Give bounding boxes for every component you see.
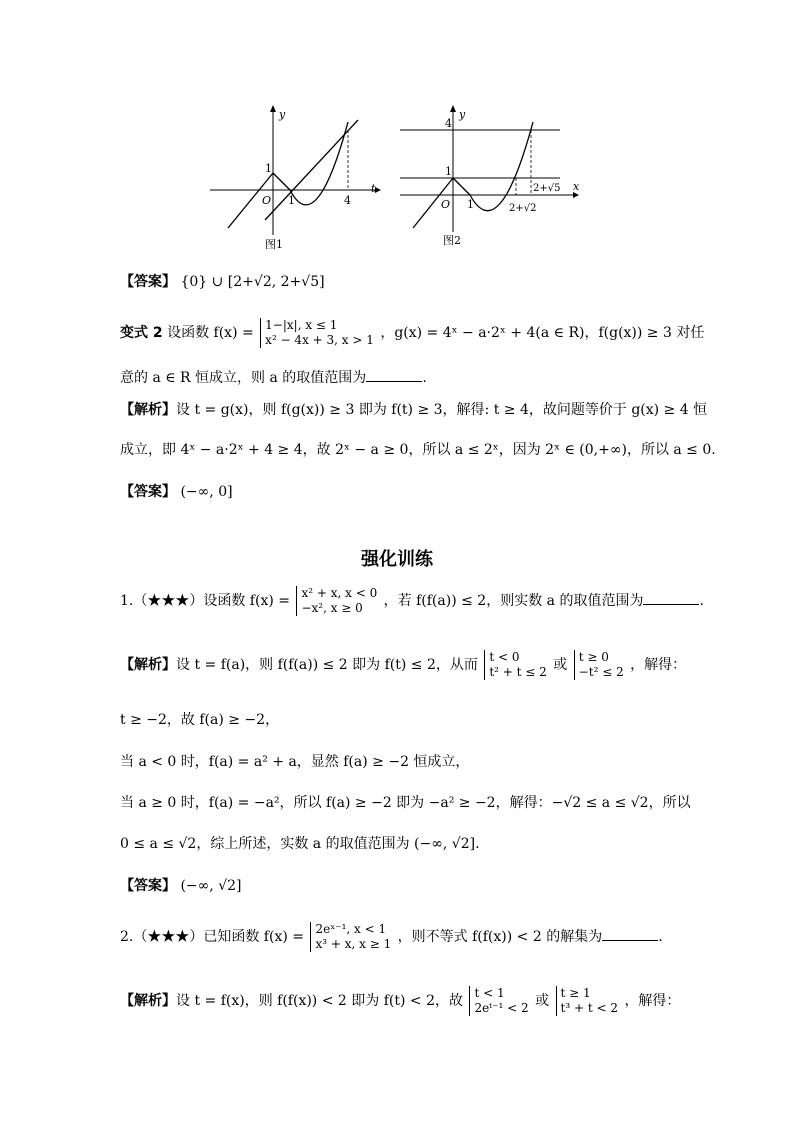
solution-p1-line3 — [120, 752, 469, 772]
answer-blank — [366, 367, 422, 382]
problem-1 — [120, 586, 704, 616]
piecewise-brace — [260, 318, 374, 348]
problem-2 — [120, 922, 663, 952]
fig1-line-right — [273, 173, 290, 190]
piecewise-brace — [310, 922, 391, 952]
fig2-y-label: y — [459, 108, 466, 121]
fig2-one-x: 1 — [467, 198, 474, 211]
piece-2: −x², x ≥ 0 — [301, 601, 363, 615]
or-text: 或 — [553, 657, 568, 673]
fig1-one-x: 1 — [288, 194, 295, 207]
problem-text: ，若 f(f(a)) ≤ 2，则实数 a 的取值范围为 — [383, 593, 644, 609]
solution-2-line2 — [120, 440, 716, 460]
answer-tag: 【答案】 — [120, 878, 176, 894]
solution-text: 设 t = f(x)，则 f(f(x)) < 2 即为 f(t) < 2，故 — [176, 993, 463, 1009]
variant-2-statement — [120, 318, 704, 348]
problem-end: . — [699, 593, 704, 609]
piece-1: 1−|x|, x ≤ 1 — [265, 318, 338, 332]
case-1a: t < 0 — [489, 650, 520, 664]
solution-tag: 【解析】 — [120, 657, 176, 673]
solution-text: 设 t = g(x)，则 f(g(x)) ≥ 3 即为 f(t) ≥ 3，解得: t ≥ 4，故问题等价于 g(x) ≥ 4 恒 — [176, 402, 708, 418]
solution-p1-line4 — [120, 793, 691, 813]
fig1-parabola — [290, 122, 348, 205]
fig1-origin: O — [262, 194, 272, 207]
problem-end: . — [658, 929, 663, 945]
or-text: 或 — [535, 993, 550, 1009]
section-title: 强化训练 — [361, 549, 433, 570]
answer-1 — [120, 272, 325, 292]
fig2-caption: 图2 — [443, 234, 461, 247]
solution-text: 设 t = f(a)，则 f(f(a)) ≤ 2 即为 f(t) ≤ 2，从而 — [176, 657, 478, 673]
answer-text: (−∞, √2] — [180, 878, 242, 894]
case-brace-2 — [556, 986, 618, 1016]
answer-tag: 【答案】 — [120, 484, 176, 500]
piece-2: x³ + x, x ≥ 1 — [315, 937, 392, 951]
case-brace-1 — [484, 650, 546, 680]
case-2a: t ≥ 1 — [560, 986, 591, 1000]
fig2-origin: O — [441, 198, 451, 211]
piecewise-brace — [296, 586, 377, 616]
solution-text: 当 a ≥ 0 时，f(a) = −a²，所以 f(a) ≥ −2 即为 −a² ≥ −2，解得：−√2 ≤ a ≤ √2，所以 — [120, 795, 691, 811]
answer-3 — [120, 876, 242, 896]
solution-2-line1 — [120, 400, 707, 420]
solution-text: 当 a < 0 时，f(a) = a² + a，显然 f(a) ≥ −2 恒成立， — [120, 754, 470, 770]
variant-2-line2 — [120, 367, 427, 388]
answer-tag: 【答案】 — [120, 274, 176, 290]
case-1b: 2eᵗ⁻¹ < 2 — [474, 1001, 529, 1015]
solution-text: 0 ≤ a ≤ √2，综上所述，实数 a 的取值范围为 (−∞, √2]. — [120, 836, 480, 852]
case-1b: t² + t ≤ 2 — [489, 665, 547, 679]
fig1-one-y: 1 — [265, 162, 272, 175]
fig1-y-label: y — [279, 108, 286, 121]
variant-text-c: 意的 a ∈ R 恒成立，则 a 的取值范围为 — [120, 370, 367, 386]
variant-text-a: 设函数 f(x) = — [167, 325, 254, 341]
piece-1: 2eˣ⁻¹, x < 1 — [315, 922, 387, 936]
case-2b: t³ + t < 2 — [560, 1001, 618, 1015]
variant-end: . — [422, 370, 427, 386]
solution-text: ，解得： — [630, 657, 687, 673]
solution-text: 成立，即 4ˣ − a·2ˣ + 4 ≥ 4，故 2ˣ − a ≥ 0，所以 a ≤ 2ˣ，因为 2ˣ ∈ (0,+∞)，所以 a ≤ 0. — [120, 442, 716, 458]
answer-text: {0} ∪ [2+√2, 2+√5] — [180, 274, 325, 290]
case-brace-2 — [574, 650, 624, 680]
solution-text: ，解得： — [624, 993, 681, 1009]
solution-p1-line1 — [120, 650, 686, 680]
case-1a: t < 1 — [474, 986, 505, 1000]
fig2-parabola — [470, 122, 533, 211]
answer-blank — [643, 590, 699, 605]
fig2-root2: 2+√2 — [509, 203, 537, 214]
fig2-y-arrow — [450, 105, 456, 112]
variant-text-b: ，g(x) = 4ˣ − a·2ˣ + 4(a ∈ R)，f(g(x)) ≥ 3 对任 — [380, 325, 705, 341]
solution-tag: 【解析】 — [120, 402, 176, 418]
solution-p1-line2 — [120, 710, 279, 730]
case-2a: t ≥ 0 — [578, 650, 609, 664]
solution-p1-line5 — [120, 834, 480, 854]
case-2b: −t² ≤ 2 — [578, 665, 624, 679]
figure-1 — [200, 100, 390, 255]
solution-text: t ≥ −2，故 f(a) ≥ −2， — [120, 712, 280, 728]
fig1-caption: 图1 — [265, 238, 283, 251]
answer-2 — [120, 482, 233, 502]
fig2-line-right — [453, 178, 470, 195]
fig2-x-label: x — [573, 180, 580, 193]
piece-1: x² + x, x < 0 — [301, 586, 378, 600]
fig2-one-y: 1 — [445, 165, 452, 178]
solution-p2-line1 — [120, 986, 680, 1016]
piece-2: x² − 4x + 3, x > 1 — [265, 333, 374, 347]
fig1-four: 4 — [344, 194, 351, 207]
problem-text: ，则不等式 f(f(x)) < 2 的解集为 — [397, 929, 603, 945]
figure-2 — [395, 100, 590, 255]
fig2-four: 4 — [445, 117, 452, 130]
problem-label: 2.（★★★）已知函数 f(x) = — [120, 929, 304, 945]
answer-blank — [602, 926, 658, 941]
variant-tag: 变式 2 — [120, 325, 163, 341]
answer-text: (−∞, 0] — [180, 484, 233, 500]
fig1-x-arrow — [375, 187, 381, 193]
fig2-root5: 2+√5 — [533, 183, 561, 194]
fig1-x-label: t — [371, 182, 376, 195]
case-brace-1 — [469, 986, 528, 1016]
fig1-y-arrow — [270, 105, 276, 112]
solution-tag: 【解析】 — [120, 993, 176, 1009]
problem-label: 1.（★★★）设函数 f(x) = — [120, 593, 290, 609]
